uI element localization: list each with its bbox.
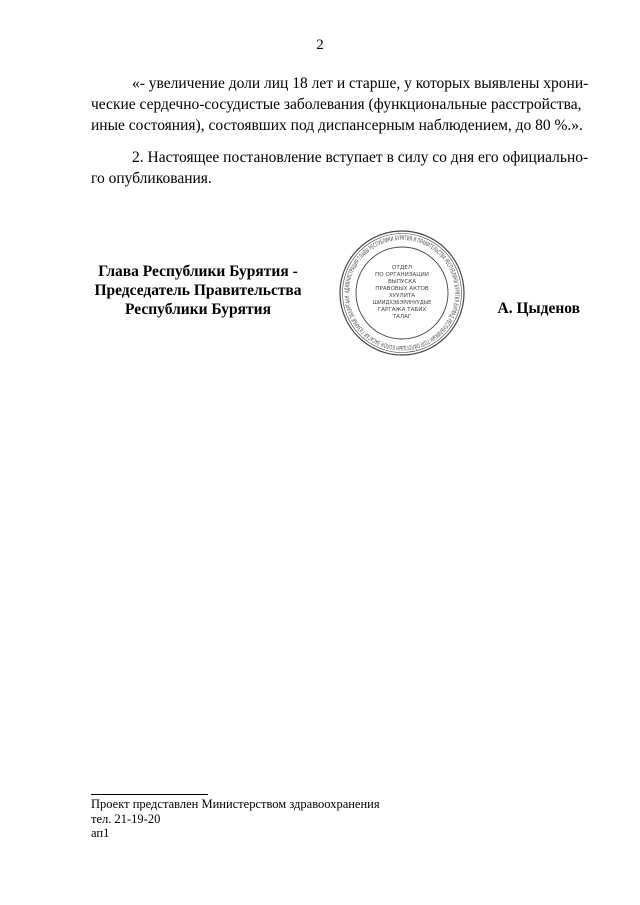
paragraph-line: 2. Настоящее постановление вступает в силу со дня его официально- [132,149,589,166]
seal-center-text: ШИИДХЭБЭРИНУУДЫЕ [372,300,432,306]
footer-note [91,797,380,841]
seal-ring-text: АДМИНИСТРАЦИЯ ГЛАВЫ РЕСПУБЛИКИ БУРЯТИЯ И ПРАВИТЕЛЬСТВА РЕСПУБЛИКИ БУРЯТИЯ БУРЯАД РЕСПУБЛИКЫН ТОЛГОЙЛОГШЫН БОЛОН ЗАСАГАЙ ГАЗАРАЙ ЗАХИРГААН [343,234,461,352]
paragraph-line: ческие сердечно-сосудистые заболевания (функциональные расстройства, [91,96,582,113]
signatory-title-line: Глава Республики Бурятия - [98,263,298,280]
seal-center-text: ТАЛАГ [392,314,412,320]
paragraph-line: «- увеличение доли лиц 18 лет и старше, у которых выявлены хрони- [132,75,589,92]
signatory-name: А. Цыденов [497,300,580,317]
seal-center-text: ГАРГАЖА ТАБИХ [377,307,427,313]
seal-center-text: ПРАВОВЫХ АКТОВ [375,286,429,292]
seal-center-text: ОТДЕЛ [392,265,412,271]
footer-divider [91,794,208,795]
page-number: 2 [316,37,324,53]
signatory-title [91,262,305,319]
effective-date-paragraph [91,147,589,189]
official-seal [337,228,467,358]
seal-center-text: ХУУЛИТА [388,293,416,299]
seal-center-text: ВЫПУСКА [387,279,417,285]
amendment-paragraph [91,73,589,136]
footer-line: Проект представлен Министерством здравоохранения [91,797,380,811]
footer-line: ап1 [91,826,110,840]
paragraph-line: го опубликования. [91,170,212,187]
signatory-title-line: Председатель Правительства [94,282,302,299]
paragraph-line: иные состояния), состоявших под диспансерным наблюдением, до 80 %.». [91,117,583,134]
seal-center-text: ПО ОРГАНИЗАЦИИ [375,272,429,278]
signatory-title-line: Республики Бурятия [125,301,271,318]
footer-line: тел. 21-19-20 [91,811,161,826]
